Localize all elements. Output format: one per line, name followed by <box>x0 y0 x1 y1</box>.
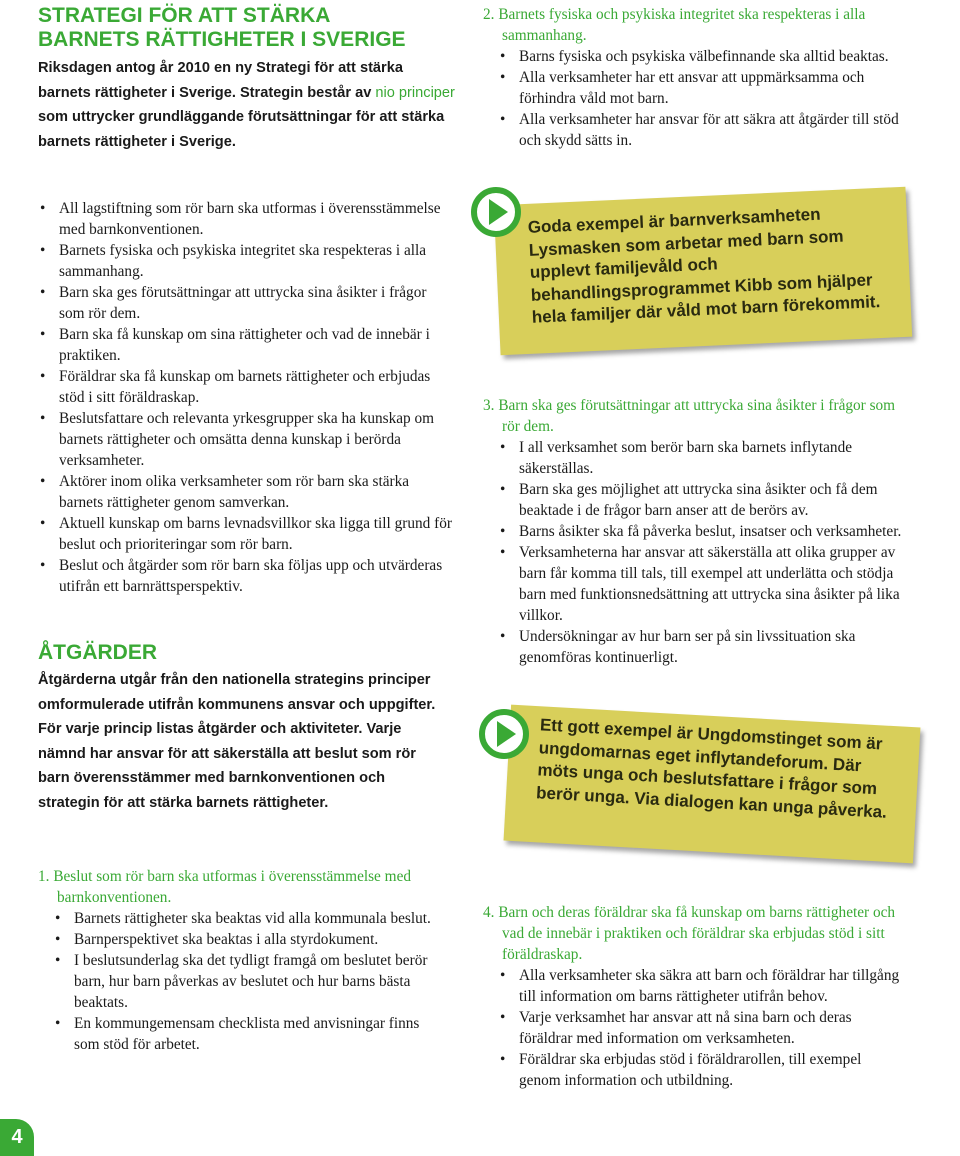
item-3-title <box>483 395 903 437</box>
item-2-number: 2. <box>483 6 495 23</box>
item-3 <box>483 395 903 668</box>
example-note-2 <box>504 705 921 864</box>
principle-item: • Aktörer inom olika verksamheter som rör barn ska stärka barnets rättigheter genom samverkan. <box>38 471 454 513</box>
item-3-title-text: Barn ska ges förutsättningar att uttrycka sina åsikter i frågor som rör dem. <box>498 397 896 435</box>
principle-item: • All lagstiftning som rör barn ska utformas i överensstämmelse med barnkonventionen. <box>38 198 454 240</box>
page-title <box>38 4 458 52</box>
atgarder-text: Åtgärderna utgår från den nationella strategins principer omformulerade utifrån kommunens ansvar och uppgifter. För varje princip listas åtgärder och aktiviteter. Varje nämnd har ansvar för att säkerställa att beslut som rör barn överensstämmer med barnkonventionen och strategin för att stärka barnets rättigheter. <box>38 672 436 811</box>
item-1-bullets <box>53 908 448 1055</box>
item-4-title-text: Barn och deras föräldrar ska få kunskap om barns rättigheter och vad de innebär i praktiken och föräldrar ska erbjudas stöd i sitt föräldraskap. <box>498 904 896 963</box>
principle-item: • Aktuell kunskap om barns levnadsvillkor ska ligga till grund för beslut och prioriteringar som rör barn. <box>38 513 454 555</box>
principle-item: • Beslut och åtgärder som rör barn ska följas upp och utvärderas utifrån ett barnrättsperspektiv. <box>38 555 454 597</box>
list-item: • I all verksamhet som berör barn ska barnets inflytande säkerställas. <box>498 437 903 479</box>
item-4-title <box>483 902 903 965</box>
item-1 <box>38 866 448 1055</box>
page-number: 4 <box>11 1126 23 1148</box>
play-icon <box>470 186 522 238</box>
example-note-1-text: Goda exempel är barnverksamheten Lysmasken som arbetar med barn som upplevt familjevåld och behandlingsprogrammet Kibb som hjälper hela familjer där våld mot barn förekommit. <box>527 204 881 327</box>
item-2-title-text: Barnets fysiska och psykiska integritet ska respekteras i alla sammanhang. <box>498 6 866 44</box>
item-1-title-text: Beslut som rör barn ska utformas i överensstämmelse med barnkonventionen. <box>53 868 412 906</box>
list-item: • Varje verksamhet har ansvar att nå sina barn och deras föräldrar med information om verksamheten. <box>498 1007 903 1049</box>
strategy-section <box>38 4 458 154</box>
list-item: • I beslutsunderlag ska det tydligt framgå om beslutet berör barn, hur barn påverkas av beslutet och hur barns bästa beaktats. <box>53 950 448 1013</box>
intro-paragraph <box>38 56 458 154</box>
intro-text-2: som uttrycker grundläggande förutsättningar för att stärka barnets rättigheter i Sverige. <box>38 109 445 150</box>
item-1-title <box>38 866 448 908</box>
principle-item: • Barn ska ges förutsättningar att uttrycka sina åsikter i frågor som rör dem. <box>38 282 454 324</box>
list-item: • Alla verksamheter har ansvar för att säkra att åtgärder till stöd och skydd sätts in. <box>498 109 903 151</box>
item-2-title <box>483 4 903 46</box>
intro-text-1: Riksdagen antog år 2010 en ny Strategi för att stärka barnets rättigheter i Sverige. Strategin består av <box>38 60 403 101</box>
item-4 <box>483 902 903 1091</box>
list-item: • Föräldrar ska erbjudas stöd i föräldrarollen, till exempel genom information och utbildning. <box>498 1049 903 1091</box>
principle-item: • Barn ska få kunskap om sina rättigheter och vad de innebär i praktiken. <box>38 324 454 366</box>
list-item: • Alla verksamheter har ett ansvar att uppmärksamma och förhindra våld mot barn. <box>498 67 903 109</box>
list-item: • Verksamheterna har ansvar att säkerställa att olika grupper av barn får komma till tals, till exempel att underlätta och stödja barn med funktionsnedsättning att uttrycka sina åsikter på lika villkor. <box>498 542 903 626</box>
atgarder-section <box>38 641 448 815</box>
title-line-1: STRATEGI FÖR ATT STÄRKA <box>38 4 331 27</box>
list-item: • Undersökningar av hur barn ser på sin livssituation ska genomföras kontinuerligt. <box>498 626 903 668</box>
principles-list <box>38 198 454 597</box>
item-4-number: 4. <box>483 904 495 921</box>
principle-item: • Beslutsfattare och relevanta yrkesgrupper ska ha kunskap om barnets rättigheter och omsätta denna kunskap i berörda verksamheter. <box>38 408 454 471</box>
atgarder-heading: ÅTGÄRDER <box>38 641 157 664</box>
list-item: • Barnets rättigheter ska beaktas vid alla kommunala beslut. <box>53 908 448 929</box>
item-2 <box>483 4 903 151</box>
principle-item: • Barnets fysiska och psykiska integritet ska respekteras i alla sammanhang. <box>38 240 454 282</box>
intro-highlight: nio principer <box>375 84 455 101</box>
list-item: • Barns fysiska och psykiska välbefinnande ska alltid beaktas. <box>498 46 903 67</box>
principle-item: • Föräldrar ska få kunskap om barnets rättigheter och erbjudas stöd i sitt föräldraskap. <box>38 366 454 408</box>
list-item: • En kommungemensam checklista med anvisningar finns som stöd för arbetet. <box>53 1013 448 1055</box>
page-number-tab <box>0 1119 34 1156</box>
list-item: • Alla verksamheter ska säkra att barn och föräldrar har tillgång till information om barns rättigheter utifrån behov. <box>498 965 903 1007</box>
item-1-number: 1. <box>38 868 50 885</box>
list-item: • Barnperspektivet ska beaktas i alla styrdokument. <box>53 929 448 950</box>
list-item: • Barns åsikter ska få påverka beslut, insatser och verksamheter. <box>498 521 903 542</box>
list-item: • Barn ska ges möjlighet att uttrycka sina åsikter och få dem beaktade i de frågor barn anser att de berörs av. <box>498 479 903 521</box>
title-line-2: BARNETS RÄTTIGHETER I SVERIGE <box>38 28 406 51</box>
item-3-number: 3. <box>483 397 495 414</box>
example-note-2-text: Ett gott exempel är Ungdomstinget som är ungdomarnas eget inflytandeforum. Där möts unga och beslutsfattare i frågor som berör unga. Via dialogen kan unga påverka. <box>535 715 888 822</box>
item-4-bullets <box>498 965 903 1091</box>
item-2-bullets <box>498 46 903 151</box>
item-3-bullets <box>498 437 903 668</box>
play-icon <box>478 708 530 760</box>
example-note-1 <box>494 187 912 356</box>
